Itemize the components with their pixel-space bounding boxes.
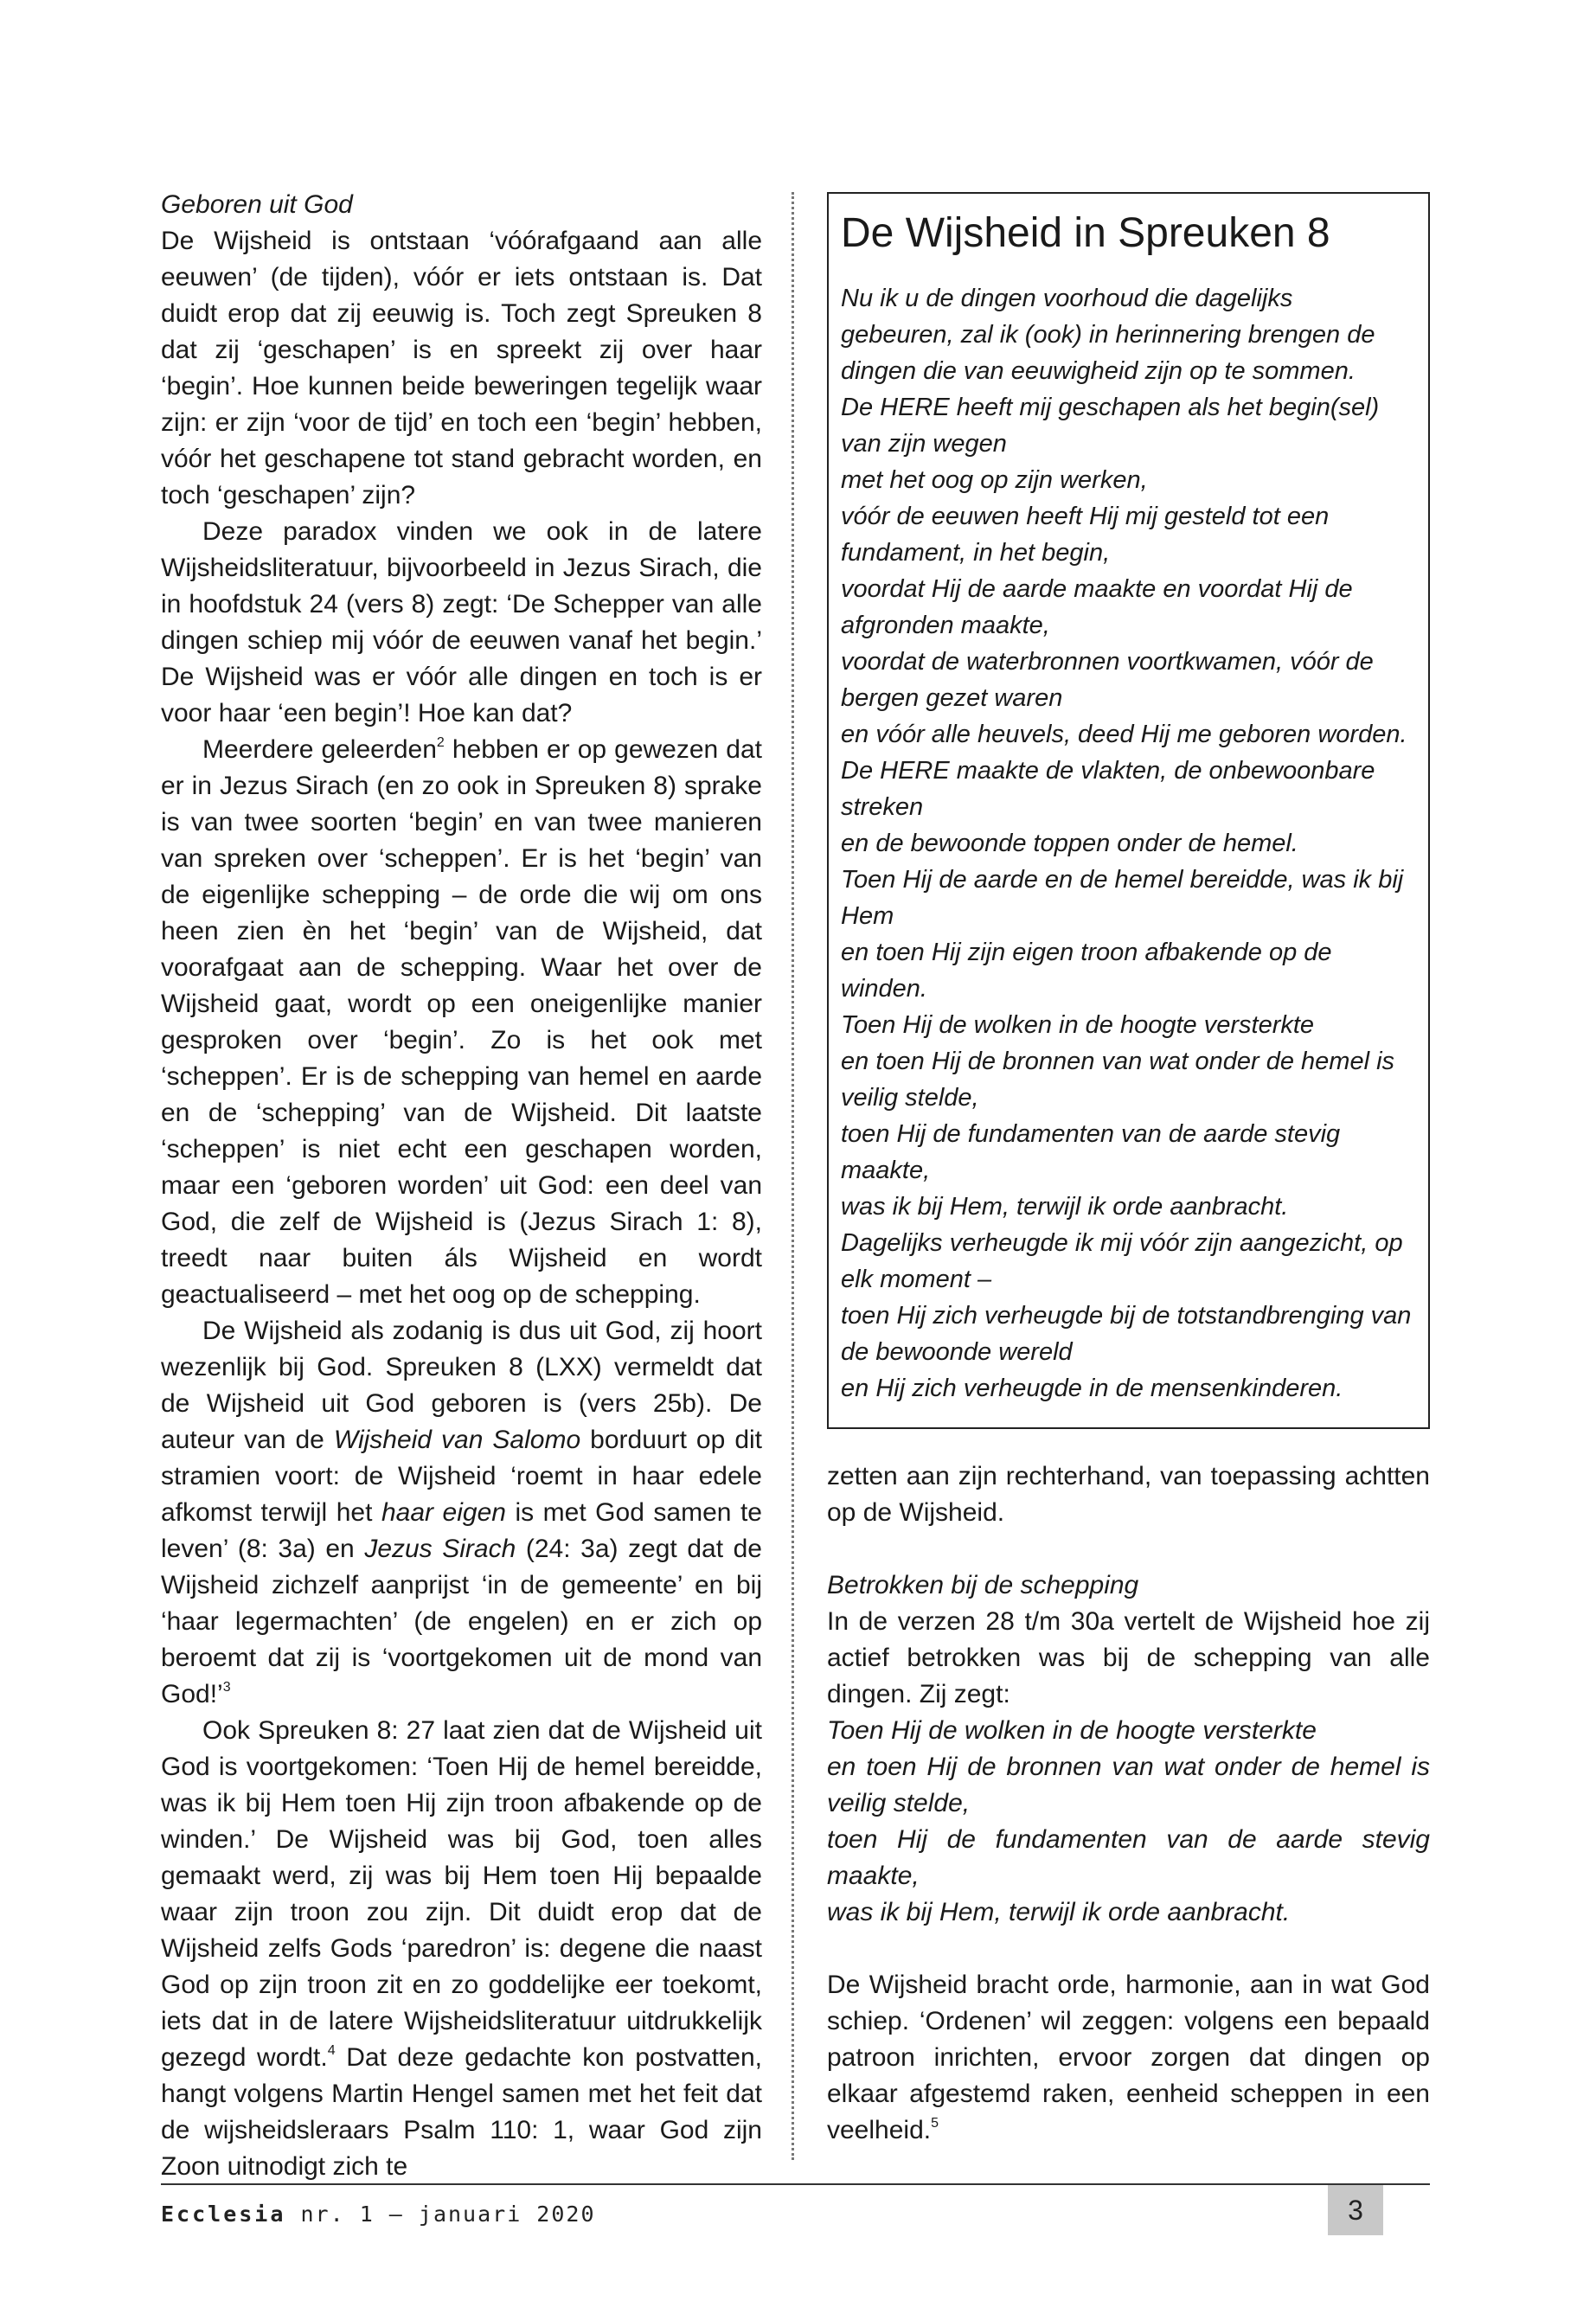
book-title: Wijsheid van Salomo	[333, 1426, 581, 1454]
quote-line: Toen Hij de wolken in de hoogte versterkte	[827, 1716, 1317, 1745]
text-run: Meerdere geleerden	[202, 735, 437, 764]
paragraph	[161, 1713, 762, 2185]
verse-line: met het oog op zijn werken,	[841, 466, 1148, 494]
issue-label: nr. 1 — januari 2020	[300, 2202, 596, 2227]
section-heading-geboren: Geboren uit God	[161, 190, 353, 219]
verse-line: vóór de eeuwen heeft Hij mij gesteld tot een fundament, in het begin,	[841, 503, 1330, 567]
verse-line: en toen Hij zijn eigen troon afbakende op de winden.	[841, 939, 1332, 1003]
verse-line: Nu ik u de dingen voorhoud die dagelijks gebeuren, zal ik (ook) in herinnering brengen de dingen die van eeuwigheid zijn op te sommen.	[841, 285, 1375, 385]
footer-rule	[161, 2183, 1430, 2185]
verse-line: en toen Hij de bronnen van wat onder de hemel is veilig stelde,	[841, 1048, 1395, 1112]
text-run: De Wijsheid bracht orde, harmonie, aan in wat God schiep. ‘Ordenen’ wil zeggen: volgens een bepaald patroon inrichten, ervoor zorgen dat dingen op elkaar afgestemd raken, eenheid scheppen in een veelheid.	[827, 1971, 1430, 2144]
verse-line: was ik bij Hem, terwijl ik orde aanbracht.	[841, 1193, 1289, 1221]
column-divider	[792, 192, 794, 2160]
footnote-ref[interactable]: 4	[327, 2043, 336, 2058]
footer	[161, 2197, 596, 2232]
magazine-name: Ecclesia	[161, 2202, 286, 2227]
text-run: (24: 3a) zegt dat de Wijsheid zichzelf aanprijst ‘in de gemeente’ en bij ‘haar legermachten’ (de engelen) en er zich op beroemt dat zij is ‘voortgekomen uit de mond van God!’	[161, 1535, 762, 1708]
quote-line: was ik bij Hem, terwijl ik orde aanbracht.	[827, 1898, 1291, 1926]
paragraph: zetten aan zijn rechterhand, van toepassing achtten op de Wijsheid.	[827, 1462, 1430, 1527]
verse-line: en vóór alle heuvels, deed Hij me geboren worden.	[841, 721, 1407, 748]
footnote-ref[interactable]: 5	[931, 2116, 939, 2131]
text-run: De Wijsheid als zodanig is dus uit God, zij hoort wezenlijk bij God. Spreuken 8 (LXX) vermeldt dat de Wijsheid uit God geboren is (vers 25b). De auteur van de	[161, 1317, 762, 1454]
verse-line: en de bewoonde toppen onder de hemel.	[841, 830, 1298, 857]
verse-line: toen Hij de fundamenten van de aarde stevig maakte,	[841, 1120, 1341, 1184]
paragraph: In de verzen 28 t/m 30a vertelt de Wijsheid hoe zij actief betrokken was bij de schepping van alle dingen. Zij zegt:	[827, 1607, 1430, 1708]
verse-line: en Hij zich verheugde in de mensenkinderen.	[841, 1375, 1343, 1402]
verse-line: voordat Hij de aarde maakte en voordat Hij de afgronden maakte,	[841, 575, 1353, 639]
text-run: is met God samen te leven’ (8: 3a) en	[161, 1498, 762, 1563]
verse-line: Toen Hij de wolken in de hoogte versterkte	[841, 1011, 1315, 1039]
emphasis: haar eigen	[381, 1498, 506, 1527]
verse-line: voordat de waterbronnen voortkwamen, vóór de bergen gezet waren	[841, 648, 1374, 712]
text-run: Ook Spreuken 8: 27 laat zien dat de Wijsheid uit God is voortgekomen: ‘Toen Hij de hemel bereidde, was ik bij Hem toen Hij zijn troon afbakende op de winden.’ De Wijsheid was bij God, toen alles gemaakt werd, zij was bij Hem toen Hij bepaalde waar zijn troon zou zijn. Dit duidt erop dat de Wijsheid zelfs Gods ‘paredron’ is: degene die naast God op zijn troon zit en zo goddelijke eer toekomt, iets dat in de latere Wijsheidsliteratuur uitdrukkelijk gezegd wordt.	[161, 1716, 762, 2072]
paragraph: De Wijsheid is ontstaan ‘vóórafgaand aan alle eeuwen’ (de tijden), vóór er iets ontstaan is. Dat duidt erop dat zij eeuwig is. Toch zegt Spreuken 8 dat zij ‘geschapen’ is en spreekt zij over haar ‘begin’. Hoe kunnen beide beweringen tegelijk waar zijn: er zijn ‘voor de tijd’ en toch een ‘begin’ hebben, vóór het geschapene tot stand gebracht worden, en toch ‘geschapen’ zijn?	[161, 227, 762, 510]
text-run: hebben er op gewezen dat er in Jezus Sirach (en zo ook in Spreuken 8) sprake is van twee soorten ‘begin’ en van twee manieren van spreken over ‘scheppen’. Er is het ‘begin’ van de eigenlijke schepping – de orde die wij om ons heen zien èn het ‘begin’ van de Wijsheid, dat voorafgaat aan de schepping. Waar het over de Wijsheid gaat, wordt op een oneigenlijke manier gesproken over ‘begin’. Zo is het ook met ‘scheppen’. Er is de schepping van hemel en aarde en de ‘schepping’ van de Wijsheid. Dit laatste ‘scheppen’ is niet echt een geschapen worden, maar een ‘geboren worden’ uit God: een deel van God, die zelf de Wijsheid is (Jezus Sirach 1: 8), treedt naar buiten áls Wijsheid en wordt geactualiseerd – met het oog op de schepping.	[161, 735, 762, 1309]
box-title: De Wijsheid in Spreuken 8	[841, 210, 1330, 256]
verse-line: toen Hij zich verheugde bij de totstandbrenging van de bewoonde wereld	[841, 1302, 1412, 1366]
spacer	[827, 1931, 1430, 1967]
quote-line: toen Hij de fundamenten van de aarde stevig maakte,	[827, 1825, 1430, 1890]
book-title: Jezus Sirach	[364, 1535, 516, 1563]
paragraph	[161, 1313, 762, 1713]
paragraph	[827, 1967, 1430, 2149]
verse-line: De HERE maakte de vlakten, de onbewoonbare streken	[841, 757, 1375, 821]
quote-line: en toen Hij de bronnen van wat onder de hemel is veilig stelde,	[827, 1753, 1430, 1817]
section-heading-betrokken: Betrokken bij de schepping	[827, 1571, 1139, 1599]
footnote-ref[interactable]: 3	[222, 1680, 231, 1695]
verse-line: De HERE heeft mij geschapen als het begin(sel) van zijn wegen	[841, 394, 1380, 458]
sidebar-box-spreuken	[827, 192, 1430, 1429]
verse-line: Dagelijks verheugde ik mij vóór zijn aangezicht, op elk moment –	[841, 1229, 1403, 1293]
text-run: borduurt op dit stramien voort: de Wijsheid ‘roemt in haar edele afkomst terwijl het	[161, 1426, 763, 1527]
left-column	[161, 187, 762, 2185]
verse-line: Toen Hij de aarde en de hemel bereidde, was ik bij Hem	[841, 866, 1404, 930]
page-number: 3	[1328, 2185, 1383, 2235]
footnote-ref[interactable]: 2	[436, 735, 445, 750]
spacer	[827, 1531, 1430, 1567]
text-run: Dat deze gedachte kon postvatten, hangt volgens Martin Hengel samen met het feit dat de wijsheidsleraars Psalm 110: 1, waar God zijn Zoon uitnodigt zich te	[161, 2043, 762, 2181]
right-column	[827, 1458, 1430, 2149]
paragraph: Deze paradox vinden we ook in de latere Wijsheidsliteratuur, bijvoorbeeld in Jezus Sirach, die in hoofdstuk 24 (vers 8) zegt: ‘De Schepper van alle dingen schiep mij vóór de eeuwen vanaf het begin.’ De Wijsheid was er vóór alle dingen en toch is er voor haar ‘een begin’! Hoe kan dat?	[161, 517, 762, 727]
paragraph	[161, 732, 762, 1313]
